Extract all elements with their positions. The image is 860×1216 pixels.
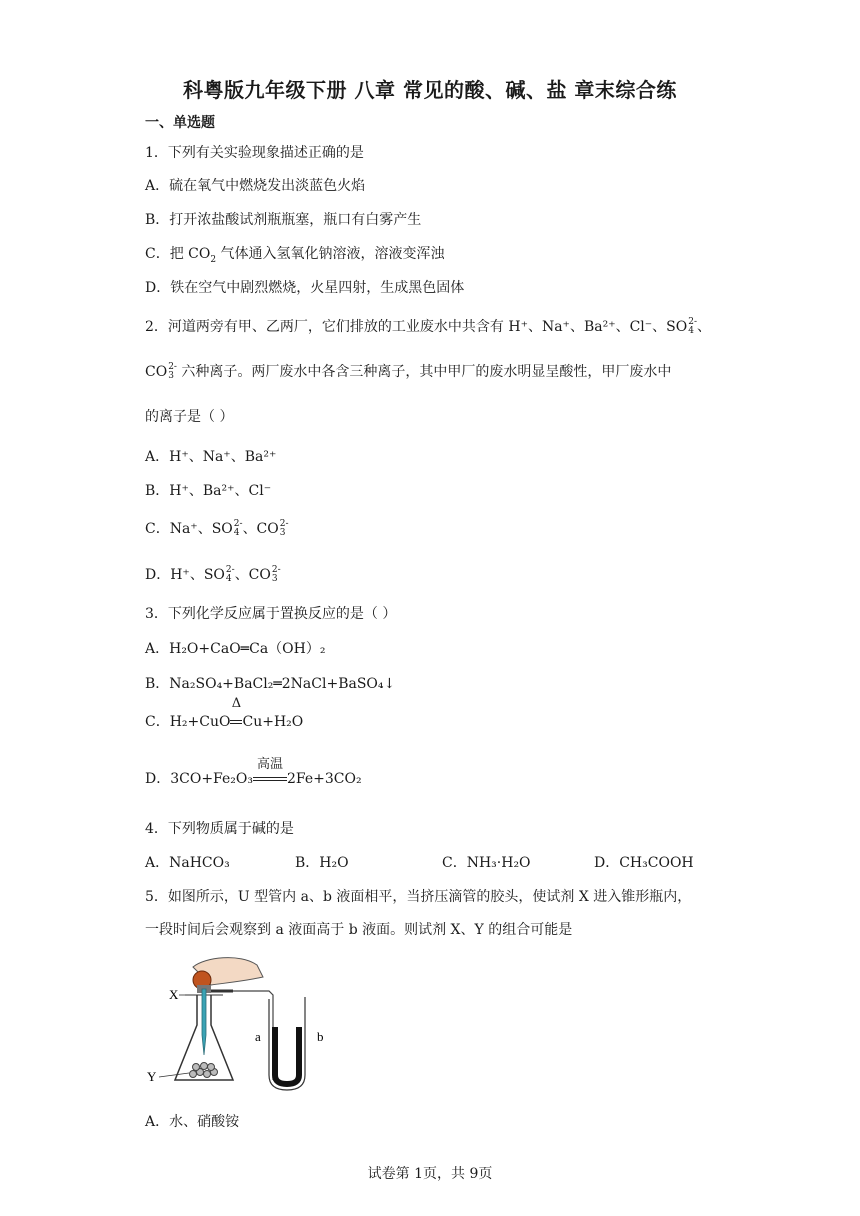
q3-option-a: A．H₂O+CaO═Ca（OH）₂ <box>145 641 326 657</box>
q1-stem: 1．下列有关实验现象描述正确的是 <box>145 145 364 161</box>
q3-option-c-right: Cu+H₂O <box>242 714 304 730</box>
q2-line3: 的离子是（ ） <box>145 409 234 425</box>
q2-d-sub2: 3 <box>271 574 278 584</box>
dropper-tube <box>202 989 206 1055</box>
q2-option-c <box>145 518 289 538</box>
label-b: b <box>317 1029 324 1044</box>
q3-d-equals-sign <box>253 777 287 781</box>
label-y: Y <box>147 1069 157 1084</box>
q3-option-d-condition <box>253 757 287 787</box>
q2-option-d-pre: D．H⁺、SO <box>145 567 225 583</box>
label-x: X <box>169 987 179 1002</box>
q1-option-d: D．铁在空气中剧烈燃烧，火星四射，生成黑色固体 <box>145 280 465 296</box>
q2-line1-text: 2．河道两旁有甲、乙两厂，它们排放的工业废水中共含有 H⁺、Na⁺、Ba²⁺、Cl⁻、SO <box>145 319 688 335</box>
q2-c-sup1: 2- <box>233 519 243 529</box>
q1-option-b: B．打开浓盐酸试剂瓶瓶塞，瓶口有白雾产生 <box>145 212 422 228</box>
q1-option-c-sub: 2 <box>210 254 217 265</box>
q4-option-a: A．NaHCO₃ <box>145 855 230 871</box>
label-a: a <box>255 1029 261 1044</box>
q2-option-d-mid: 、CO <box>234 567 271 583</box>
q3-option-d-left: D．3CO+Fe₂O₃ <box>145 771 253 787</box>
q3-stem: 3．下列化学反应属于置换反应的是（ ） <box>145 606 397 622</box>
q2-c-sub2: 3 <box>279 528 286 538</box>
q2-option-c-so4-charge <box>234 520 243 538</box>
q1-option-c <box>145 243 445 263</box>
q2-line2-charge <box>168 363 177 381</box>
q1-option-c-pre: C．把 CO <box>145 246 211 262</box>
q2-d-sub1: 4 <box>225 574 232 584</box>
q2-option-c-mid: 、CO <box>242 521 279 537</box>
glass-tube <box>233 991 273 1080</box>
q3-option-d <box>145 757 362 788</box>
q5-option-a: A．水、硝酸铵 <box>145 1114 240 1130</box>
q1-option-a: A．硫在氧气中燃烧发出淡蓝色火焰 <box>145 178 366 194</box>
q2-line2-post: 六种离子。两厂废水中各含三种离子，其中甲厂的废水明显呈酸性，甲厂废水中 <box>176 364 672 380</box>
q3-c-equals-sign <box>230 720 242 724</box>
q2-d-sup2: 2- <box>271 565 281 575</box>
section-heading: 一、单选题 <box>145 115 215 131</box>
label-y-pointer <box>159 1073 189 1077</box>
q3-d-cond-label: 高温 <box>256 757 283 772</box>
q2-line1-charge <box>688 318 697 336</box>
q3-option-c-left: C．H₂+CuO <box>145 714 231 730</box>
u-tube-liquid <box>275 1027 299 1084</box>
q2-line1-end: 、 <box>697 319 712 335</box>
q4-option-d: D．CH₃COOH <box>594 855 694 871</box>
q2-option-d-co3-charge <box>272 566 281 584</box>
q3-option-c-condition <box>230 696 242 730</box>
q5-line2: 一段时间后会观察到 a 液面高于 b 液面。则试剂 X、Y 的组合可能是 <box>145 922 573 938</box>
q4-stem: 4．下列物质属于碱的是 <box>145 821 294 837</box>
q4-option-c: C．NH₃·H₂O <box>442 855 531 871</box>
q4-option-b: B．H₂O <box>295 855 349 871</box>
apparatus-figure <box>145 955 345 1095</box>
q2-line2 <box>145 361 671 381</box>
q3-option-b: B．Na₂SO₄+BaCl₂═2NaCl+BaSO₄↓ <box>145 676 396 692</box>
q2-line2-pre: CO <box>145 364 168 380</box>
page-footer: 试卷第 1页，共 9页 <box>367 1166 493 1182</box>
q2-line2-sub: 3 <box>168 371 174 381</box>
q2-c-sub1: 4 <box>233 528 240 538</box>
q1-option-c-post: 气体通入氢氧化钠溶液，溶液变浑浊 <box>216 246 445 262</box>
q5-line1: 5．如图所示，U 型管内 a、b 液面相平，当挤压滴管的胶头，使试剂 X 进入锥形瓶内， <box>145 889 692 905</box>
q2-option-d-so4-charge <box>226 566 235 584</box>
q2-c-sup2: 2- <box>279 519 289 529</box>
page-title: 科粤版九年级下册 八章 常见的酸、碱、盐 章末综合练 <box>183 78 677 102</box>
q2-line1-sup: 2- <box>688 317 698 327</box>
q2-line1-sub: 4 <box>688 326 694 336</box>
q2-line1 <box>145 316 711 336</box>
q2-d-sup1: 2- <box>225 565 235 575</box>
q3-option-d-right: 2Fe+3CO₂ <box>287 771 362 787</box>
q3-c-cond-label: Δ <box>231 696 242 711</box>
q2-option-c-pre: C．Na⁺、SO <box>145 521 233 537</box>
q2-line2-sup: 2- <box>168 362 177 372</box>
solid-y-particles <box>190 1063 218 1078</box>
q2-option-b: B．H⁺、Ba²⁺、Cl⁻ <box>145 483 272 499</box>
q3-option-c <box>145 696 304 731</box>
q2-option-c-co3-charge <box>280 520 289 538</box>
q2-option-d <box>145 564 281 584</box>
q2-option-a: A．H⁺、Na⁺、Ba²⁺ <box>145 449 277 465</box>
